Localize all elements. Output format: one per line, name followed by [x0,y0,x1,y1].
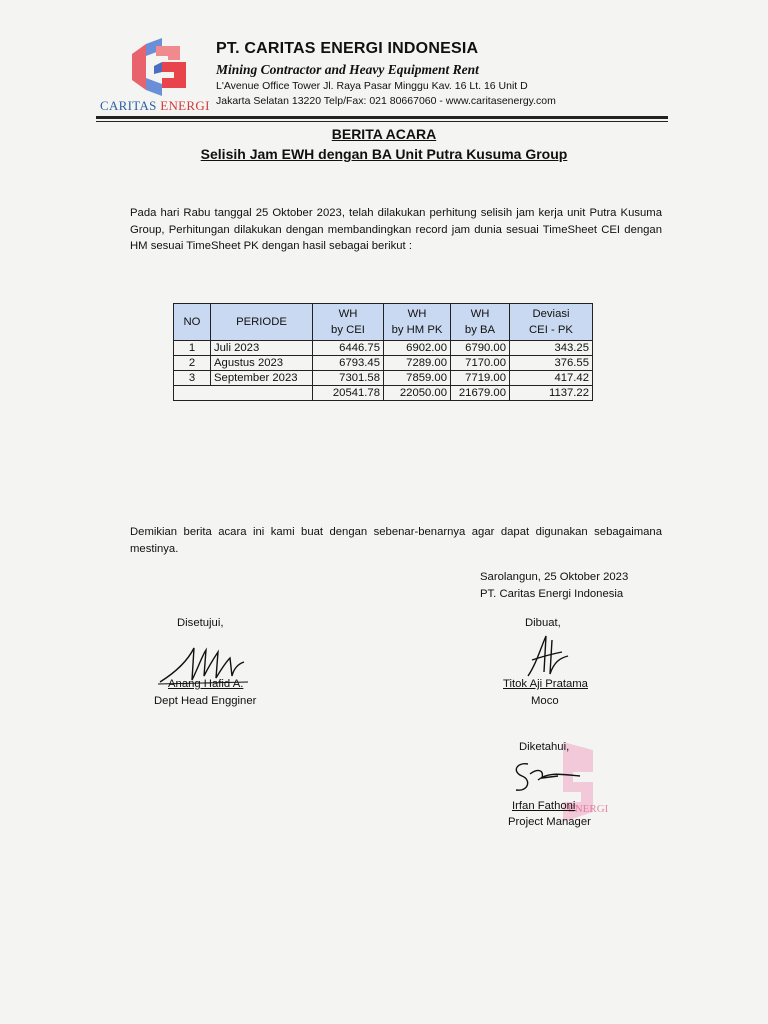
closing-paragraph: Demikian berita acara ini kami buat dengan sebenar-benarnya agar dapat digunakan sebagaimana mestinya. [130,526,662,555]
header-wh-hm-1: WH [407,308,427,320]
signature-known-icon [508,758,586,798]
known-label: Diketahui, [519,741,570,753]
table-row [174,356,593,371]
cell-total-deviasi: 1137.22 [510,386,593,401]
signature-made-icon [522,632,572,680]
header-wh-cei-2: by CEI [331,324,365,336]
header-wh-ba [451,304,510,341]
cell-wh-hm: 7289.00 [384,356,451,371]
header-deviasi-1: Deviasi [532,308,570,320]
company-tagline: Mining Contractor and Heavy Equipment Rent [216,62,479,77]
cell-wh-ba: 6790.00 [451,341,510,356]
table-total-row [174,386,593,401]
cell-wh-ba: 7719.00 [451,371,510,386]
made-title: Moco [531,695,559,707]
place-company: PT. Caritas Energi Indonesia [480,588,624,600]
cell-no: 3 [174,371,211,386]
cell-deviasi: 417.42 [510,371,593,386]
address-line-1: L'Avenue Office Tower Jl. Raya Pasar Minggu Kav. 16 Lt. 16 Unit D [216,80,528,92]
cell-periode: September 2023 [211,371,313,386]
document-title: BERITA ACARA [331,126,437,142]
logo-wordmark-1: CARITAS [100,98,157,113]
cell-wh-hm: 6902.00 [384,341,451,356]
table-header-row [174,304,593,341]
cell-wh-cei: 7301.58 [313,371,384,386]
approved-name: Anang Hafid A. [168,678,244,690]
header-wh-hm-2: by HM PK [391,324,443,336]
header-no: NO [174,304,211,341]
header-deviasi [510,304,593,341]
cell-no: 2 [174,356,211,371]
cell-wh-hm: 7859.00 [384,371,451,386]
known-title: Project Manager [508,816,591,828]
known-name: Irfan Fathoni [512,800,576,812]
cell-total-hm: 22050.00 [384,386,451,401]
table-row [174,371,593,386]
cell-total-cei: 20541.78 [313,386,384,401]
cell-deviasi: 376.55 [510,356,593,371]
letterhead-rule-thick [96,116,668,119]
header-periode: PERIODE [211,304,313,341]
intro-paragraph: Pada hari Rabu tanggal 25 Oktober 2023, telah dilakukan perhitung selisih jam kerja unit Putra Kusuma Group, Perhitungan dilakukan dengan membandingkan record jam dunia sesuai TimeSheet CEI dengan HM sesuai TimeSheet PK dengan hasil sebagai berikut : [130,207,662,252]
approved-title: Dept Head Engginer [154,695,257,707]
made-label: Dibuat, [525,617,561,629]
stamp-text: ENERGI [568,803,609,815]
cell-wh-cei: 6446.75 [313,341,384,356]
letterhead-rule-thin [96,121,668,122]
header-deviasi-2: CEI - PK [529,324,573,336]
header-wh-ba-1: WH [470,308,490,320]
table-row [174,341,593,356]
cell-periode: Juli 2023 [211,341,313,356]
address-line-2: Jakarta Selatan 13220 Telp/Fax: 021 80667060 - www.caritasenergy.com [216,95,556,107]
header-wh-cei-1: WH [338,308,358,320]
cell-total-blank [174,386,313,401]
cell-wh-cei: 6793.45 [313,356,384,371]
header-wh-ba-2: by BA [464,324,496,336]
company-logo-icon [128,36,190,98]
cell-periode: Agustus 2023 [211,356,313,371]
cell-wh-ba: 7170.00 [451,356,510,371]
place-date-block [480,569,628,603]
ewh-table [173,303,593,401]
cell-no: 1 [174,341,211,356]
approved-label: Disetujui, [177,617,224,629]
logo-wordmark-2: ENERGI [160,98,210,113]
place-date: Sarolangun, 25 Oktober 2023 [480,571,629,583]
logo-wordmark [100,98,210,114]
header-wh-cei [313,304,384,341]
header-wh-hm [384,304,451,341]
cell-total-ba: 21679.00 [451,386,510,401]
company-name: PT. CARITAS ENERGI INDONESIA [216,40,479,57]
document-subtitle: Selisih Jam EWH dengan BA Unit Putra Kusuma Group [200,146,568,162]
cell-deviasi: 343.25 [510,341,593,356]
made-name: Titok Aji Pratama [503,678,588,690]
